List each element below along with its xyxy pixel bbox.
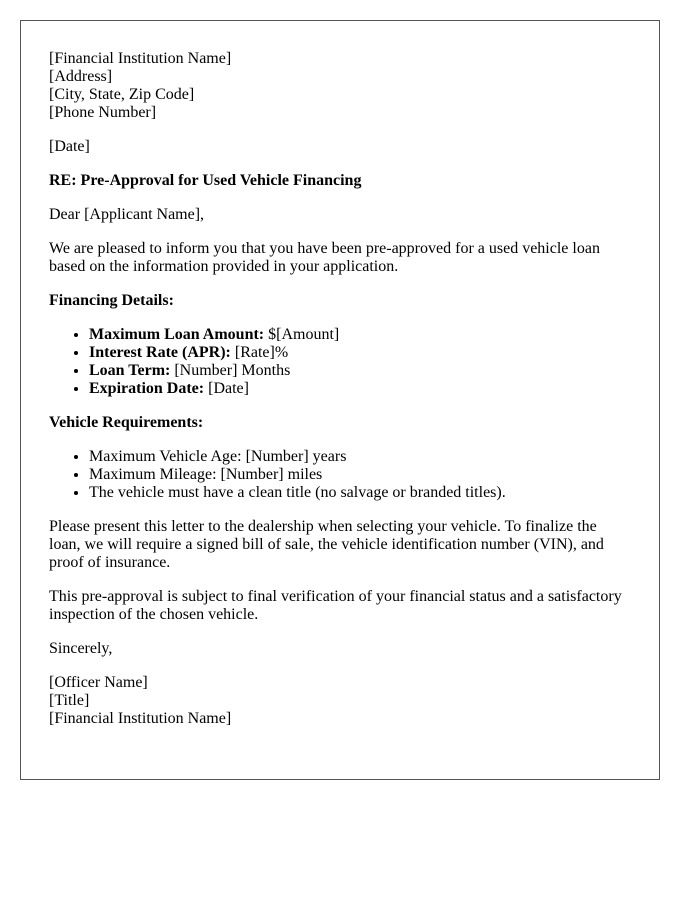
letter-date: [Date] [49, 138, 90, 155]
officer-title: [Title] [49, 692, 90, 709]
financing-details-list [49, 326, 631, 398]
financing-item-label: Expiration Date: [89, 380, 205, 397]
financing-details-heading: Financing Details: [49, 292, 174, 309]
financing-item-label: Maximum Loan Amount: [89, 326, 265, 343]
sender-phone: [Phone Number] [49, 104, 157, 121]
instructions-paragraph: Please present this letter to the dealership when selecting your vehicle. To finalize the loan, we will require a signed bill of sale, the vehicle identification number (VIN), and proof of insurance. [49, 518, 604, 571]
financing-item-value: [Number] Months [170, 362, 291, 379]
signature-institution: [Financial Institution Name] [49, 710, 232, 727]
sender-city-state-zip: [City, State, Zip Code] [49, 86, 195, 103]
list-item-clean-title: • The vehicle must have a clean title (no salvage or branded titles). [89, 484, 631, 502]
officer-name: [Officer Name] [49, 674, 148, 691]
sender-address: [Address] [49, 68, 113, 85]
sender-institution: [Financial Institution Name] [49, 50, 232, 67]
intro-paragraph: We are pleased to inform you that you have been pre-approved for a used vehicle loan based on the information provided in your application. [49, 240, 600, 275]
financing-item-value: [Date] [204, 380, 249, 397]
list-item-max-loan-amount [89, 326, 631, 344]
list-item-max-vehicle-age: • Maximum Vehicle Age: [Number] years [89, 448, 631, 466]
vehicle-requirements-list [49, 448, 631, 502]
list-item-max-mileage: • Maximum Mileage: [Number] miles [89, 466, 631, 484]
financing-item-label: Loan Term: [89, 362, 171, 379]
financing-item-value: $[Amount] [264, 326, 340, 343]
salutation: Dear [Applicant Name], [49, 206, 205, 223]
list-item-interest-rate [89, 344, 631, 362]
conditions-paragraph: This pre-approval is subject to final verification of your financial status and a satisfactory inspection of the chosen vehicle. [49, 588, 622, 623]
financing-item-value: [Rate]% [230, 344, 289, 361]
financing-item-label: Interest Rate (APR): [89, 344, 231, 361]
vehicle-requirements-heading: Vehicle Requirements: [49, 414, 204, 431]
closing: Sincerely, [49, 640, 113, 657]
letter-document [20, 20, 660, 780]
signature-block [49, 674, 631, 728]
list-item-expiration-date [89, 380, 631, 398]
subject-line: RE: Pre-Approval for Used Vehicle Financing [49, 172, 362, 189]
list-item-loan-term [89, 362, 631, 380]
sender-block [49, 50, 631, 122]
